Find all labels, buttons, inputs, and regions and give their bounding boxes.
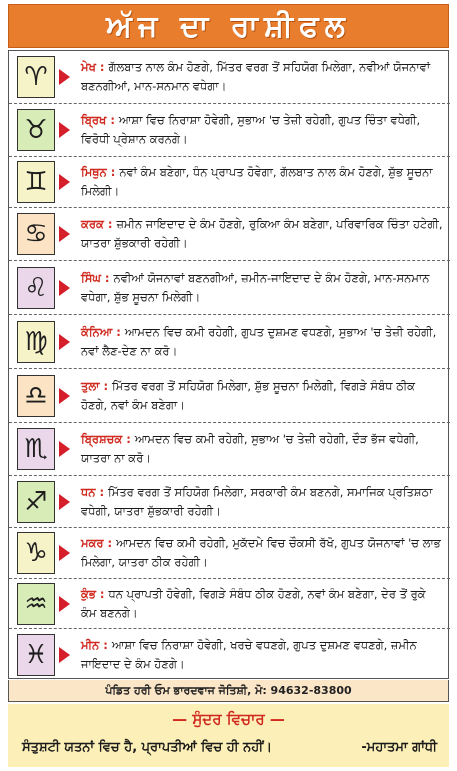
sign-prediction: ਤੁਲਾ : ਮਿੱਤਰ ਵਰਗ ਤੋਂ ਸਹਿਯੋਗ ਮਿਲੇਗਾ, ਸ਼ੁੱਭ ਸੂਚਨਾ ਮਿਲੇਗੀ, ਵਿਗੜੇ ਸੰਬੰਧ ਠੀਕ ਹੋਣਗੇ, ਨਵਾਂ ਕੰਮ ਬਣੇਗਾ। xyxy=(81,378,416,412)
sign-row xyxy=(9,423,450,476)
sign-name: ਧਨ xyxy=(81,484,96,499)
prediction-text: ਜ਼ਮੀਨ ਜਾਇਦਾਦ ਦੇ ਕੰਮ ਹੋਣਗੇ, ਰੁਕਿਆ ਕੰਮ ਬਣੇਗਾ, ਪਰਿਵਾਰਿਕ ਚਿੰਤਾ ਹਟੇਗੀ, ਯਾਤਰਾ ਸ਼ੁੱਭਕਾਰੀ ਰਹੇਗੀ। xyxy=(81,217,443,250)
pisces-icon xyxy=(17,634,55,676)
astrologer-credit: ਪੰਡਿਤ ਹਰੀ ਓਮ ਭਾਰਦਵਾਜ ਜੋਤਿਸ਼ੀ, ਮੋ: 94632-83800 xyxy=(8,680,449,702)
sign-prediction: ਕੁੰਭ : ਧਨ ਪ੍ਰਾਪਤੀ ਹੋਵੇਗੀ, ਵਿਗੜੇ ਸੰਬੰਧ ਠੀਕ ਹੋਣਗੇ, ਨਵਾਂ ਕੰਮ ਬਣੇਗਾ, ਦੇਰ ਤੋਂ ਰੁਕੇ ਕੰਮ ਬਣਨਗੇ। xyxy=(81,586,426,620)
prediction-text: ਨਵੀਆਂ ਯੋਜਨਾਵਾਂ ਬਣਨਗੀਆਂ, ਜ਼ਮੀਨ-ਜਾਇਦਾਦ ਦੇ ਕੰਮ ਹੋਣਗੇ, ਮਾਨ-ਸਨਮਾਨ ਵਧੇਗਾ, ਸ਼ੁੱਭ ਸੂਚਨਾ ਮਿਲੇਗੀ। xyxy=(81,270,430,304)
prediction-text: ਮਿੱਤਰ ਵਰਗ ਤੋਂ ਸਹਿਯੋਗ ਮਿਲੇਗਾ, ਸ਼ੁੱਭ ਸੂਚਨਾ ਮਿਲੇਗੀ, ਵਿਗੜੇ ਸੰਬੰਧ ਠੀਕ ਹੋਣਗੇ, ਨਵਾਂ ਕੰਮ ਬਣੇਗਾ। xyxy=(81,378,416,412)
scorpio-icon xyxy=(17,428,55,470)
sign-row xyxy=(9,104,450,157)
prediction-text: ਧਨ ਪ੍ਰਾਪਤੀ ਹੋਵੇਗੀ, ਵਿਗੜੇ ਸੰਬੰਧ ਠੀਕ ਹੋਣਗੇ, ਨਵਾਂ ਕੰਮ ਬਣੇਗਾ, ਦੇਰ ਤੋਂ ਰੁਕੇ ਕੰਮ ਬਣਨਗੇ। xyxy=(81,586,426,620)
sign-name: ਬ੍ਰਿਖ xyxy=(81,113,107,127)
sign-row xyxy=(9,208,450,261)
sign-row xyxy=(9,476,450,528)
thought-author: -ਮਹਾਤਮਾ ਗਾਂਧੀ xyxy=(361,740,437,755)
sign-name: ਕਰਕ xyxy=(81,217,104,231)
sign-glyph: ♈ xyxy=(24,62,48,92)
libra-icon xyxy=(17,375,55,417)
sign-prediction: ਮੇਖ : ਗੱਲਬਾਤ ਨਾਲ ਕੰਮ ਹੋਣਗੇ, ਮਿੱਤਰ ਵਰਗ ਤੋਂ ਸਹਿਯੋਗ ਮਿਲੇਗਾ, ਨਵੀਆਂ ਯੋਜਨਾਵਾਂ ਬਣਨਗੀਆਂ, ਮਾਨ-ਸਨਮਾਨ ਵਧੇਗਾ। xyxy=(81,60,431,93)
sign-prediction: ਸਿੰਘ : ਨਵੀਆਂ ਯੋਜਨਾਵਾਂ ਬਣਨਗੀਆਂ, ਜ਼ਮੀਨ-ਜਾਇਦਾਦ ਦੇ ਕੰਮ ਹੋਣਗੇ, ਮਾਨ-ਸਨਮਾਨ ਵਧੇਗਾ, ਸ਼ੁੱਭ ਸੂਚਨਾ ਮਿਲੇਗੀ। xyxy=(81,270,430,304)
prediction-text: ਆਮਦਨ ਵਿਚ ਕਮੀ ਰਹੇਗੀ, ਸੁਭਾਅ 'ਚ ਤੇਜ਼ੀ ਰਹੇਗੀ, ਦੌੜ ਭੱਜ ਵਧੇਗੀ, ਯਾਤਰਾ ਨਾ ਕਰੋ। xyxy=(81,432,419,465)
sign-row xyxy=(9,528,450,579)
sign-row xyxy=(9,629,450,680)
thought-box xyxy=(8,704,449,767)
sign-glyph: ♋ xyxy=(24,219,48,249)
sign-name: ਮੀਨ xyxy=(81,637,100,652)
sign-prediction: ਕਰਕ : ਜ਼ਮੀਨ ਜਾਇਦਾਦ ਦੇ ਕੰਮ ਹੋਣਗੇ, ਰੁਕਿਆ ਕੰਮ ਬਣੇਗਾ, ਪਰਿਵਾਰਿਕ ਚਿੰਤਾ ਹਟੇਗੀ, ਯਾਤਰਾ ਸ਼ੁੱਭਕਾਰੀ ਰਹੇਗੀ। xyxy=(81,217,443,250)
taurus-icon xyxy=(17,109,55,151)
sagittarius-icon xyxy=(17,481,55,523)
pointer-arrow-icon xyxy=(59,545,70,561)
pointer-arrow-icon xyxy=(59,69,70,85)
prediction-text: ਆਮਦਨ ਵਿਚ ਕਮੀ ਰਹੇਗੀ, ਗੁਪਤ ਦੁਸ਼ਮਣ ਵਧਣਗੇ, ਸੁਭਾਅ 'ਚ ਤੇਜ਼ੀ ਰਹੇਗੀ, ਨਵਾਂ ਲੈਣ-ਦੇਣ ਨਾ ਕਰੋ। xyxy=(81,324,437,358)
pointer-arrow-icon xyxy=(59,388,70,404)
sign-glyph: ♓ xyxy=(24,639,48,670)
sign-name: ਤੁਲਾ xyxy=(81,378,100,393)
sign-name: ਬ੍ਰਿਸ਼ਚਕ xyxy=(81,432,123,446)
horoscope-list xyxy=(8,50,449,679)
sign-prediction: ਧਨ : ਮਿੱਤਰ ਵਰਗ ਤੋਂ ਸਹਿਯੋਗ ਮਿਲੇਗਾ, ਸਰਕਾਰੀ ਕੰਮ ਬਣਨਗੇ, ਸਮਾਜਿਕ ਪ੍ਰਤਿਸ਼ਠਾ ਵਧੇਗੀ, ਯਾਤਰਾ ਸ਼ੁੱਭਕਾਰੀ ਰਹੇਗੀ। xyxy=(81,484,433,518)
sign-name: ਕੰਨਿਆ xyxy=(81,324,113,339)
sign-row xyxy=(9,157,450,208)
sign-row xyxy=(9,261,450,315)
header-banner xyxy=(8,4,449,48)
sign-name: ਮਕਰ xyxy=(81,536,104,550)
sign-glyph: ♌ xyxy=(24,272,48,303)
prediction-text: ਆਸ਼ਾ ਵਿਚ ਨਿਰਾਸ਼ਾ ਹੋਵੇਗੀ, ਸੁਭਾਅ 'ਚ ਤੇਜ਼ੀ ਰਹੇਗੀ, ਗੁਪਤ ਚਿੰਤਾ ਵਧੇਗੀ, ਵਿਰੋਧੀ ਪ੍ਰੇਸ਼ਾਨ ਕਰਨਗੇ। xyxy=(81,113,421,146)
capricorn-icon xyxy=(17,532,55,574)
pointer-arrow-icon xyxy=(59,226,70,242)
prediction-text: ਮਿੱਤਰ ਵਰਗ ਤੋਂ ਸਹਿਯੋਗ ਮਿਲੇਗਾ, ਸਰਕਾਰੀ ਕੰਮ ਬਣਨਗੇ, ਸਮਾਜਿਕ ਪ੍ਰਤਿਸ਼ਠਾ ਵਧੇਗੀ, ਯਾਤਰਾ ਸ਼ੁੱਭਕਾਰੀ ਰਹੇਗੀ। xyxy=(81,484,433,518)
prediction-text: ਗੱਲਬਾਤ ਨਾਲ ਕੰਮ ਹੋਣਗੇ, ਮਿੱਤਰ ਵਰਗ ਤੋਂ ਸਹਿਯੋਗ ਮਿਲੇਗਾ, ਨਵੀਆਂ ਯੋਜਨਾਵਾਂ ਬਣਨਗੀਆਂ, ਮਾਨ-ਸਨਮਾਨ ਵਧੇਗਾ। xyxy=(81,60,431,93)
aquarius-icon xyxy=(17,583,55,625)
sign-glyph: ♍ xyxy=(24,326,48,357)
pointer-arrow-icon xyxy=(59,280,70,296)
sign-prediction: ਕੰਨਿਆ : ਆਮਦਨ ਵਿਚ ਕਮੀ ਰਹੇਗੀ, ਗੁਪਤ ਦੁਸ਼ਮਣ ਵਧਣਗੇ, ਸੁਭਾਅ 'ਚ ਤੇਜ਼ੀ ਰਹੇਗੀ, ਨਵਾਂ ਲੈਣ-ਦੇਣ ਨਾ ਕਰੋ। xyxy=(81,324,437,358)
aries-icon xyxy=(17,56,55,98)
sign-prediction: ਬ੍ਰਿਖ : ਆਸ਼ਾ ਵਿਚ ਨਿਰਾਸ਼ਾ ਹੋਵੇਗੀ, ਸੁਭਾਅ 'ਚ ਤੇਜ਼ੀ ਰਹੇਗੀ, ਗੁਪਤ ਚਿੰਤਾ ਵਧੇਗੀ, ਵਿਰੋਧੀ ਪ੍ਰੇਸ਼ਾਨ ਕਰਨਗੇ। xyxy=(81,113,421,146)
virgo-icon xyxy=(17,321,55,363)
pointer-arrow-icon xyxy=(59,441,70,457)
sign-glyph: ♎ xyxy=(24,380,48,411)
sign-name: ਸਿੰਘ xyxy=(81,270,101,285)
prediction-text: ਆਮਦਨ ਵਿਚ ਕਮੀ ਰਹੇਗੀ, ਮੁਕੱਦਮੇ ਵਿਚ ਚੌਕਸੀ ਰੱਖੋ, ਗੁਪਤ ਯੋਜਨਾਵਾਂ 'ਚ ਲਾਭ ਮਿਲੇਗਾ, ਯਾਤਰਾ ਠੀਕ ਰਹੇਗੀ। xyxy=(81,536,441,569)
thought-title: — ਸੁੰਦਰ ਵਿਚਾਰ — xyxy=(172,710,285,728)
pointer-arrow-icon xyxy=(59,334,70,350)
gemini-icon xyxy=(17,161,55,203)
sign-prediction: ਮਕਰ : ਆਮਦਨ ਵਿਚ ਕਮੀ ਰਹੇਗੀ, ਮੁਕੱਦਮੇ ਵਿਚ ਚੌਕਸੀ ਰੱਖੋ, ਗੁਪਤ ਯੋਜਨਾਵਾਂ 'ਚ ਲਾਭ ਮਿਲੇਗਾ, ਯਾਤਰਾ ਠੀਕ ਰਹੇਗੀ। xyxy=(81,536,441,569)
sign-row xyxy=(9,315,450,369)
sign-row xyxy=(9,51,450,104)
sign-prediction: ਮੀਨ : ਆਸ਼ਾ ਵਿਚ ਨਿਰਾਸ਼ਾ ਹੋਵੇਗੀ, ਖਰਚੇ ਵਧਣਗੇ, ਗੁਪਤ ਦੁਸ਼ਮਣ ਵਧਣਗੇ, ਜ਼ਮੀਨ ਜਾਇਦਾਦ ਦੇ ਕੰਮ ਹੋਣਗੇ। xyxy=(81,637,417,671)
leo-icon xyxy=(17,267,55,309)
cancer-icon xyxy=(17,213,55,255)
pointer-arrow-icon xyxy=(59,122,70,138)
sign-glyph: ♉ xyxy=(24,115,48,145)
sign-glyph: ♊ xyxy=(24,167,48,197)
page-title: ਅੱਜ ਦਾ ਰਾਸ਼ੀਫਲ xyxy=(106,8,351,44)
sign-name: ਕੁੰਭ xyxy=(81,586,96,601)
sign-glyph: ♑ xyxy=(24,538,48,568)
sign-prediction: ਬ੍ਰਿਸ਼ਚਕ : ਆਮਦਨ ਵਿਚ ਕਮੀ ਰਹੇਗੀ, ਸੁਭਾਅ 'ਚ ਤੇਜ਼ੀ ਰਹੇਗੀ, ਦੌੜ ਭੱਜ ਵਧੇਗੀ, ਯਾਤਰਾ ਨਾ ਕਰੋ। xyxy=(81,432,419,465)
prediction-text: ਆਸ਼ਾ ਵਿਚ ਨਿਰਾਸ਼ਾ ਹੋਵੇਗੀ, ਖਰਚੇ ਵਧਣਗੇ, ਗੁਪਤ ਦੁਸ਼ਮਣ ਵਧਣਗੇ, ਜ਼ਮੀਨ ਜਾਇਦਾਦ ਦੇ ਕੰਮ ਹੋਣਗੇ। xyxy=(81,637,417,671)
thought-text: ਸੰਤੁਸ਼ਟੀ ਯਤਨਾਂ ਵਿਚ ਹੈ, ਪ੍ਰਾਪਤੀਆਂ ਵਿਚ ਹੀ ਨਹੀਂ। xyxy=(22,740,272,755)
pointer-arrow-icon xyxy=(59,174,70,190)
sign-glyph: ♐ xyxy=(24,486,48,517)
pointer-arrow-icon xyxy=(59,494,70,510)
sign-name: ਮਿਥੁਨ xyxy=(81,165,107,179)
sign-glyph: ♒ xyxy=(24,588,48,619)
sign-row xyxy=(9,579,450,629)
sign-row xyxy=(9,369,450,423)
sign-prediction: ਮਿਥੁਨ : ਨਵਾਂ ਕੰਮ ਬਣੇਗਾ, ਧੰਨ ਪ੍ਰਾਪਤ ਹੋਵੇਗਾ, ਗੱਲਬਾਤ ਨਾਲ ਕੰਮ ਹੋਣਗੇ, ਸ਼ੁੱਭ ਸੂਚਨਾ ਮਿਲੇਗੀ। xyxy=(81,165,433,198)
sign-name: ਮੇਖ xyxy=(81,60,96,74)
prediction-text: ਨਵਾਂ ਕੰਮ ਬਣੇਗਾ, ਧੰਨ ਪ੍ਰਾਪਤ ਹੋਵੇਗਾ, ਗੱਲਬਾਤ ਨਾਲ ਕੰਮ ਹੋਣਗੇ, ਸ਼ੁੱਭ ਸੂਚਨਾ ਮਿਲੇਗੀ। xyxy=(81,165,433,198)
pointer-arrow-icon xyxy=(59,596,70,612)
sign-glyph: ♏ xyxy=(24,434,48,464)
pointer-arrow-icon xyxy=(59,647,70,663)
